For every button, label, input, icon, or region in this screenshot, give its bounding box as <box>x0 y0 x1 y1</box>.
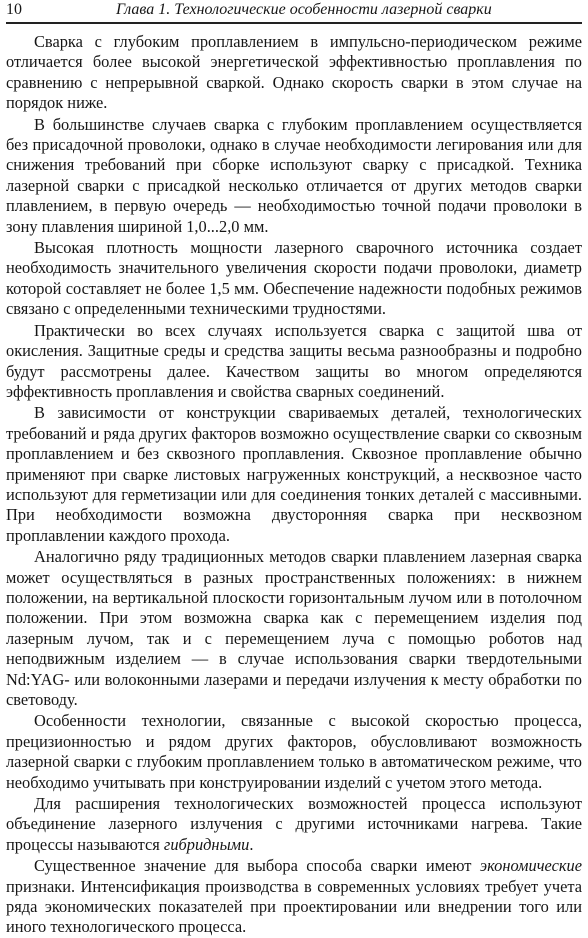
paragraph-3: Высокая плотность мощности лазерного сварочного источника создает необходимость значительного увеличения скорости подачи проволоки, диаметр которой составляет не более 1,5 мм. Обеспечение надежности подобных режимов связано с определенными техническими трудностями. <box>6 238 582 319</box>
page-number: 10 <box>6 1 22 18</box>
paragraph-8-end: . <box>249 834 254 854</box>
running-title: Глава 1. Технологические особенности лазерной сварки <box>116 1 492 18</box>
page-header <box>6 0 582 24</box>
emphasis-economic-term: экономические <box>479 856 582 876</box>
paragraph-9-end: признаки. Интенсификация производства в современных условиях требует учета ряда экономических показателей при проектировании или внедрении того или иного технологического процесса. <box>6 876 582 937</box>
paragraph-5: В зависимости от конструкции свариваемых деталей, технологических требований и ряда других факторов возможно осуществление сварки со сквозным проплавлением и без сквозного проплавления. Сквозное проплавление обычно применяют при сварке листовых нагруженных конструкций, а несквозное часто используют для герметизации или для соединения тонких деталей с массивными. При необходимости возможна двусторонняя сварка при несквозном проплавлении каждого прохода. <box>6 403 582 545</box>
paragraph-8 <box>6 794 582 855</box>
paragraph-9-text: Существенное значение для выбора способа сварки имеют <box>34 856 480 876</box>
header-rule <box>6 22 582 24</box>
paragraph-8-text: Для расширения технологических возможностей процесса используют объединение лазерного излучения с другими источниками нагрева. Такие процессы называются <box>6 794 582 854</box>
paragraph-1: Сварка с глубоким проплавлением в импульсно-периодическом режиме отличается более высокой энергетической эффективностью проплавления по сравнению с непрерывной сваркой. Однако скорость сварки в этом случае на порядок ниже. <box>6 32 582 113</box>
body-text <box>6 32 582 938</box>
emphasis-hybrid-term: гибридными <box>163 834 250 854</box>
paragraph-4: Практически во всех случаях используется сварка с защитой шва от окисления. Защитные среды и средства защиты весьма разнообразны и подробно будут рассмотрены далее. Качеством защиты во многом определяются эффективность проплавления и свойства сварных соединений. <box>6 320 582 401</box>
paragraph-2: В большинстве случаев сварка с глубоким проплавлением осуществляется без присадочной проволоки, однако в случае необходимости легирования или для снижения требований при сборке используют сварку с присадкой. Техника лазерной сварки с присадкой несколько отличается от других методов сварки плавлением, в первую очередь — необходимостью точной подачи проволоки в зону плавления шириной 1,0...2,0 мм. <box>6 114 582 236</box>
paragraph-6: Аналогично ряду традиционных методов сварки плавлением лазерная сварка может осуществляться в разных пространственных положениях: в нижнем положении, на вертикальной плоскости горизонтальным лучом или в потолочном положении. При этом возможна сварка как с перемещением изделия под лазерным лучом, так и с перемещением луча с помощью роботов над неподвижным изделием — в случае использования сварки твердотельными Nd:YAG- или волоконными лазерами и передачи излучения к месту обработки по световоду. <box>6 547 582 709</box>
paragraph-7: Особенности технологии, связанные с высокой скоростью процесса, прецизионностью и рядом других факторов, обусловливают возможность лазерной сварки с глубоким проплавлением только в автоматическом режиме, что необходимо учитывать при конструировании изделий с учетом этого метода. <box>6 711 582 792</box>
paragraph-9 <box>6 856 582 938</box>
